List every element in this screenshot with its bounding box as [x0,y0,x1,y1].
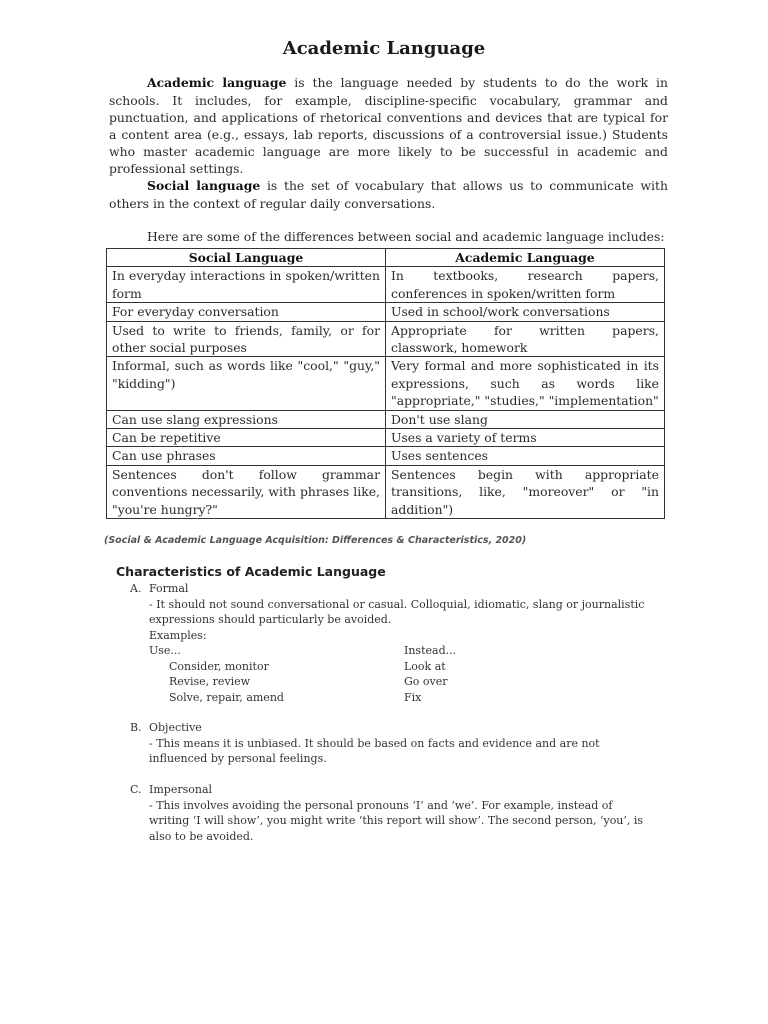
examples-table [130,643,650,705]
use-label: Use... [149,644,181,657]
characteristic-label: Impersonal [149,783,213,796]
characteristic-label: Formal [149,582,189,595]
comparison-table [106,248,665,519]
social-paragraph [109,177,668,211]
instead-label: Instead... [404,644,457,657]
list-marker: A. [130,582,142,595]
table-row [107,447,665,465]
table-row [107,429,665,447]
social-term: Social language [147,178,261,194]
table-cell: Sentences begin with appropriate transitions, like, "moreover" or "in addition") [386,465,665,518]
example-row: Solve, repair, amend Fix [169,690,422,704]
examples-label: Examples: [149,628,207,642]
characteristic-description: - This involves avoiding the personal pronouns ‘I’ and ‘we’. For example, instead of writing ‘I will show’, you might write ‘this report will show’. The second person, ‘you’, is also to be avoided. [149,798,644,843]
table-header-row [107,249,665,267]
table-cell: Used to write to friends, family, or for other social purposes [107,321,386,357]
table-cell: In textbooks, research papers, conferences in spoken/written form [386,267,665,303]
intro-term: Academic language [147,75,287,91]
intro-paragraph [109,74,668,177]
table-cell: Can use phrases [107,447,386,465]
characteristic-objective [130,720,650,767]
section-title: Characteristics of Academic Language [116,564,386,579]
table-row [107,465,665,518]
table-cell: Appropriate for written papers, classwork, homework [386,321,665,357]
page-title: Academic Language [282,38,486,59]
column-header-social: Social Language [107,249,386,267]
table-cell: Informal, such as words like "cool," "guy," "kidding") [107,357,386,410]
characteristic-impersonal [130,782,650,844]
list-marker: C. [130,783,142,796]
list-marker: B. [130,721,142,734]
table-cell: Can use slang expressions [107,410,386,428]
citation: (Social & Academic Language Acquisition: Differences & Characteristics, 2020) [104,535,527,546]
characteristic-description: - It should not sound conversational or casual. Colloquial, idiomatic, slang or journalistic expressions should particularly be avoided. [149,597,645,626]
characteristic-description: - This means it is unbiased. It should be based on facts and evidence and are not influenced by personal feelings. [149,736,600,765]
table-cell: Used in school/work conversations [386,303,665,321]
table-row [107,267,665,303]
social-text: is the set of vocabulary that allows us to communicate with others in the context of regular daily conversations. [109,178,668,211]
column-header-academic: Academic Language [386,249,665,267]
table-row [107,357,665,410]
table-cell: Sentences don't follow grammar conventions necessarily, with phrases like, "you're hungry?" [107,465,386,518]
table-cell: In everyday interactions in spoken/written form [107,267,386,303]
table-cell: For everyday conversation [107,303,386,321]
examples-header-row [149,643,650,659]
table-cell: Uses sentences [386,447,665,465]
table-cell: Don't use slang [386,410,665,428]
example-row: Revise, review Go over [169,675,448,688]
intro-text: is the language needed by students to do the work in schools. It includes, for example, discipline-specific vocabulary, grammar and punctuation, and applications of rhetorical conventions and devices that are typical for a content area (e.g., essays, lab reports, discussions of a controversial issue.) Students who master academic language are more likely to be successful in academic and professional settings. [109,75,668,177]
characteristic-formal [130,581,650,705]
characteristic-label: Objective [149,721,202,734]
table-cell: Uses a variety of terms [386,429,665,447]
table-cell: Can be repetitive [107,429,386,447]
example-row: Consider, monitor Look at [169,659,446,673]
table-intro: Here are some of the differences between social and academic language includes: [147,229,665,245]
table-cell: Very formal and more sophisticated in its expressions, such as words like "appropriate," "studies," "implementation" [386,357,665,410]
table-row [107,321,665,357]
table-row [107,303,665,321]
table-row [107,410,665,428]
